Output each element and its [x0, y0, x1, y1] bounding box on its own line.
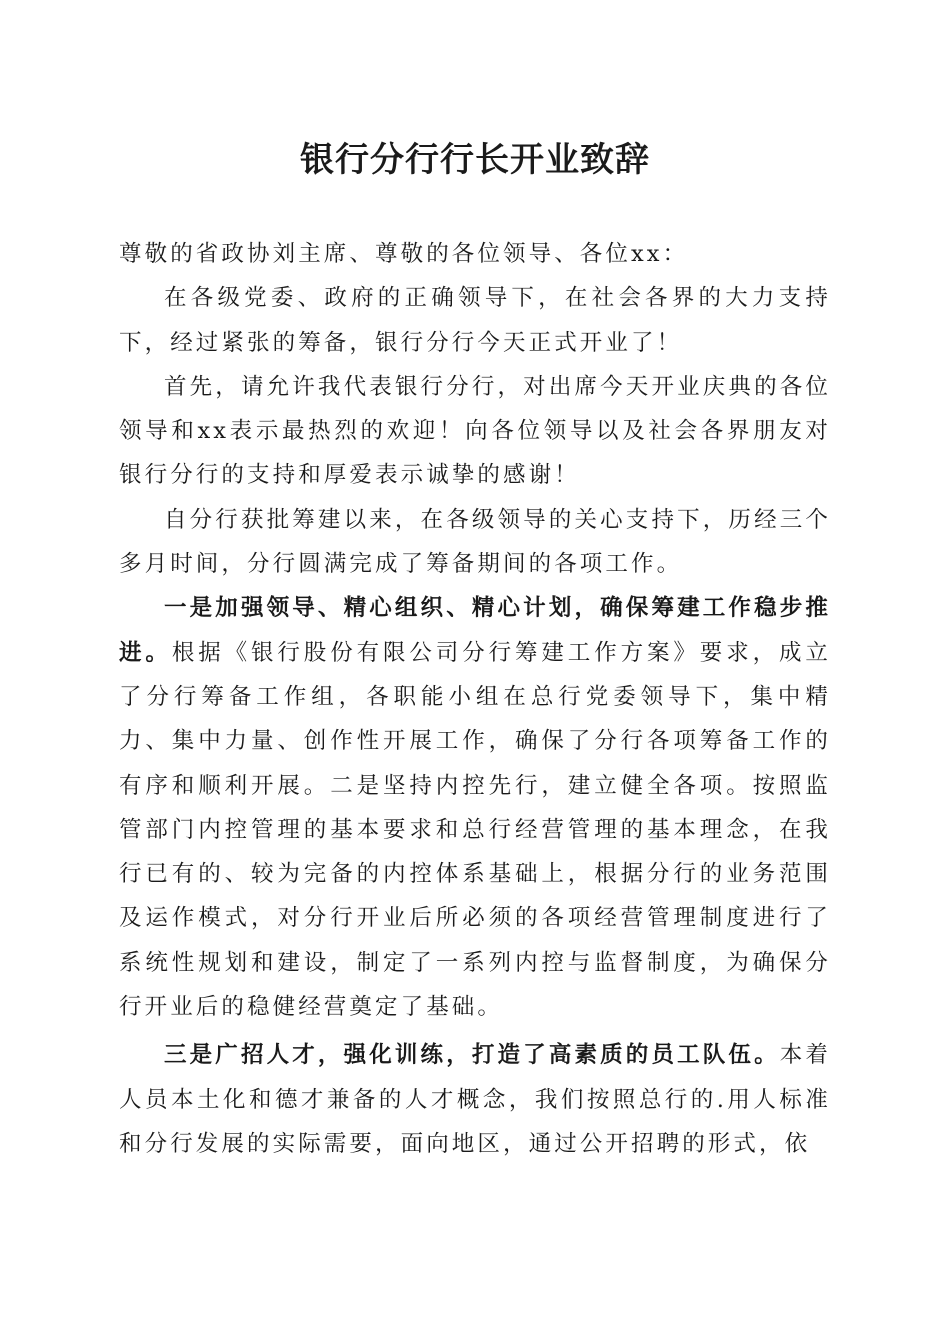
document-title: 银行分行行长开业致辞 [300, 140, 650, 180]
paragraph-5-lead: 三是广招人才，强化训练，打造了高素质的员工队伍。 [164, 1042, 780, 1069]
paragraph-2 [119, 365, 831, 498]
paragraph-4 [119, 586, 831, 1029]
paragraph-3 [119, 498, 831, 587]
paragraph-5-text: 本着人员本土化和德才兼备的人才概念，我们按照总行的.用人标准和分行发展的实际需要，面向地区，通过公开招聘的形式，依 [119, 1042, 832, 1157]
salutation: 尊敬的省政协刘主席、尊敬的各位领导、各位xx： [119, 241, 689, 267]
paragraph-1-text: 在各级党委、政府的正确领导下，在社会各界的大力支持下，经过紧张的筹备，银行分行今天正式开业了！ [119, 285, 831, 356]
paragraph-1 [119, 276, 831, 365]
paragraph-4-text: 根据《银行股份有限公司分行筹建工作方案》要求，成立了分行筹备工作组，各职能小组在总行党委领导下，集中精力、集中力量、创作性开展工作，确保了分行各项筹备工作的有序和顺利开展。二是坚持内控先行，建立健全各项。按照监管部门内控管理的基本要求和总行经营管理的基本理念，在我行已有的、较为完备的内控体系基础上，根据分行的业务范围及运作模式，对分行开业后所必须的各项经营管理制度进行了系统性规划和建设，制定了一系列内控与监督制度，为确保分行开业后的稳健经营奠定了基础。 [119, 639, 831, 1021]
paragraph-5 [119, 1033, 831, 1166]
paragraph-2-text: 首先，请允许我代表银行分行，对出席今天开业庆典的各位领导和xx表示最热烈的欢迎！向各位领导以及社会各界朋友对银行分行的支持和厚爱表示诚挚的感谢！ [119, 373, 831, 489]
paragraph-3-text: 自分行获批筹建以来，在各级领导的关心支持下，历经三个多月时间，分行圆满完成了筹备期间的各项工作。 [119, 506, 831, 578]
paragraph-4-lead: 一是加强领导、精心组织、精心计划，确保筹建工作稳步推进。 [119, 595, 831, 666]
document-body [119, 232, 831, 1166]
